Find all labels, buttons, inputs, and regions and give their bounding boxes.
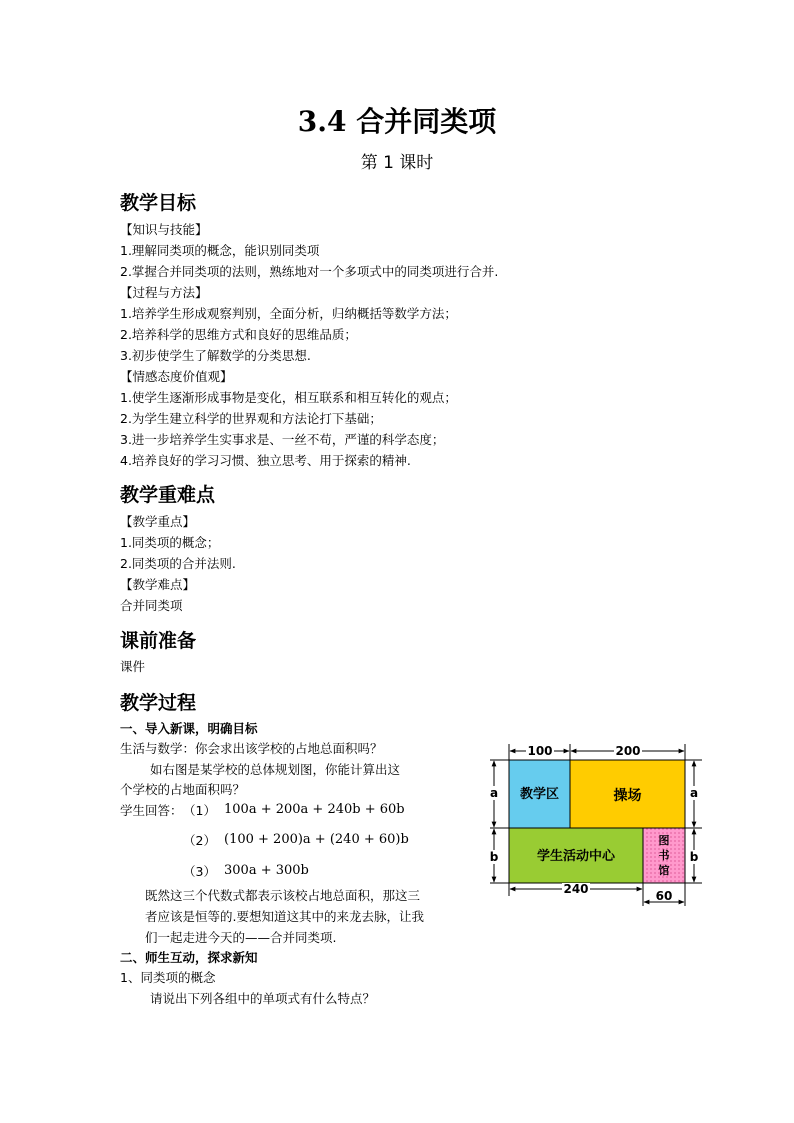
- dimension-label-top-left: 100: [527, 744, 553, 758]
- answer-3-expression: 300a + 300b: [224, 863, 309, 878]
- key-points-line: 1.同类项的概念；: [120, 535, 220, 550]
- key-points-line: 【教学难点】: [120, 577, 196, 592]
- zone-playground-label: 操场: [613, 788, 642, 804]
- goals-line: 4.培养良好的学习习惯、独立思考、用于探索的精神.: [120, 453, 411, 468]
- goals-line: 2.为学生建立科学的世界观和方法论打下基础；: [120, 411, 382, 426]
- answer-1-expression: 100a + 200a + 240b + 60b: [224, 802, 405, 817]
- page-title: 3.4 合并同类项: [297, 105, 497, 138]
- dimension-label-bottom-left: 240: [563, 882, 589, 896]
- process-subheading: 1、同类项的概念: [120, 970, 216, 985]
- process-paragraph: 者应该是恒等的.要想知道这其中的来龙去脉，让我: [145, 909, 424, 924]
- goals-line: 【过程与方法】: [120, 285, 208, 300]
- answer-2-number: （2）: [183, 833, 216, 848]
- key-points-line: 合并同类项: [120, 598, 183, 613]
- answer-3-number: （3）: [183, 864, 216, 879]
- goals-line: 2.掌握合并同类项的法则，熟练地对一个多项式中的同类项进行合并.: [120, 264, 499, 279]
- section-heading-goals: 教学目标: [120, 192, 197, 214]
- process-paragraph: 个学校的占地面积吗？: [120, 782, 246, 797]
- section-heading-process: 教学过程: [120, 692, 197, 714]
- dimension-label-left-a: a: [489, 786, 499, 800]
- process-paragraph: 生活与数学：你会求出该学校的占地总面积吗？: [120, 741, 383, 756]
- goals-line: 3.进一步培养学生实事求是、一丝不苟，严谨的科学态度；: [120, 432, 445, 447]
- school-plan-diagram: [486, 740, 706, 910]
- goals-line: 1.使学生逐渐形成事物是变化，相互联系和相互转化的观点；: [120, 390, 457, 405]
- prep-line: 课件: [120, 659, 146, 674]
- key-points-line: 2.同类项的合并法则.: [120, 556, 236, 571]
- process-paragraph: 请说出下列各组中的单项式有什么特点？: [150, 991, 376, 1006]
- key-points-line: 【教学重点】: [120, 514, 196, 529]
- zone-activity-label: 学生活动中心: [536, 849, 616, 864]
- section-heading-prep: 课前准备: [120, 630, 197, 652]
- process-part2-heading: 二、师生互动，探求新知: [120, 950, 258, 965]
- goals-line: 3.初步使学生了解数学的分类思想.: [120, 348, 311, 363]
- zone-library-label: 书: [658, 849, 670, 862]
- dimension-label-left-b: b: [489, 850, 499, 864]
- process-paragraph: 既然这三个代数式都表示该校占地总面积，那这三: [145, 888, 421, 903]
- dimension-label-right-a: a: [689, 786, 699, 800]
- section-heading-key-points: 教学重难点: [120, 484, 216, 506]
- zone-library-label: 图: [658, 834, 670, 847]
- goals-line: 【情感态度价值观】: [120, 369, 233, 384]
- process-paragraph: 如右图是某学校的总体规划图，你能计算出这: [150, 762, 401, 777]
- answer-2-expression: (100 + 200)a + (240 + 60)b: [224, 832, 409, 847]
- goals-line: 1.培养学生形成观察判别，全面分析，归纳概括等数学方法；: [120, 306, 457, 321]
- goals-line: 1.理解同类项的概念，能识别同类项: [120, 243, 320, 258]
- process-paragraph: 们一起走进今天的——合并同类项.: [145, 930, 337, 945]
- process-part1-heading: 一、导入新课，明确目标: [120, 721, 258, 736]
- dimension-label-top-right: 200: [615, 744, 641, 758]
- page-subtitle: 第 1 课时: [360, 153, 434, 173]
- goals-line: 2.培养科学的思维方式和良好的思维品质；: [120, 327, 357, 342]
- goals-line: 【知识与技能】: [120, 222, 208, 237]
- dimension-label-right-b: b: [689, 850, 699, 864]
- dimension-label-bottom-right: 60: [655, 889, 673, 903]
- zone-library-label: 馆: [658, 864, 670, 877]
- answers-label: 学生回答：: [120, 803, 183, 818]
- answer-1-number: （1）: [183, 803, 216, 818]
- zone-teaching-label: 教学区: [519, 787, 560, 802]
